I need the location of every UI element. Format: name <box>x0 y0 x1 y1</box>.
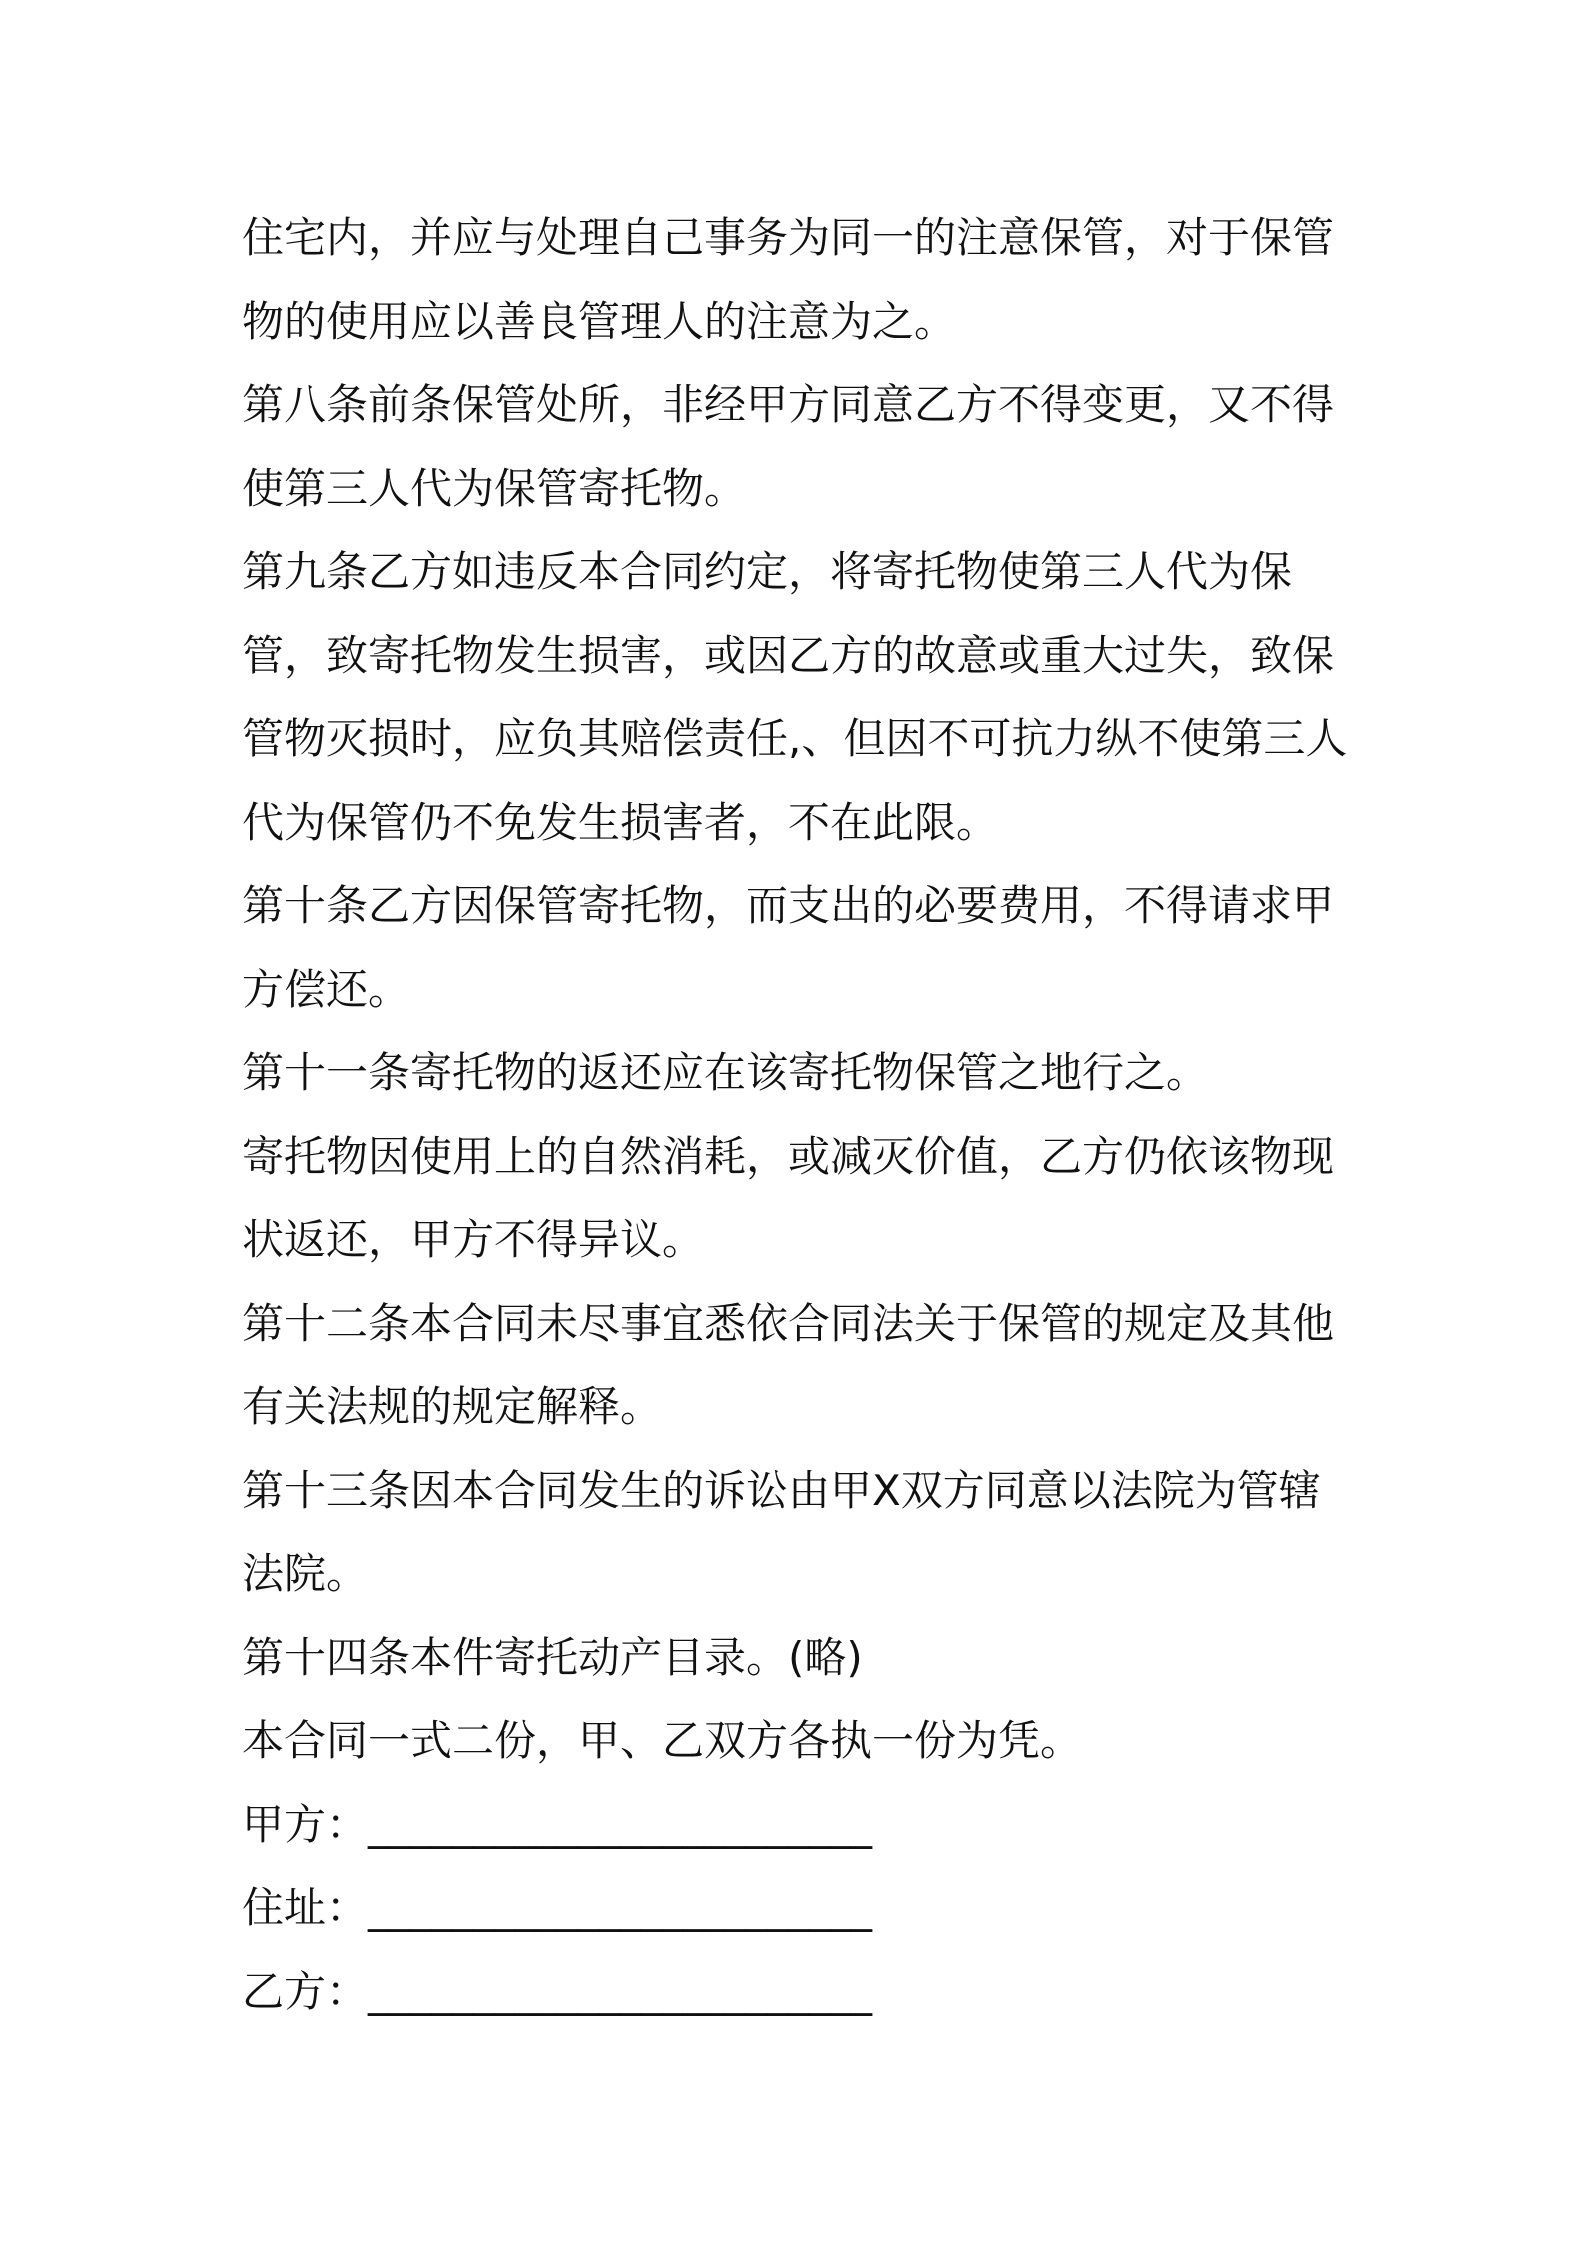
paragraph-natural-wear: 寄托物因使用上的自然消耗，或减灭价值，乙方仍依该物现状返还，甲方不得异议。 <box>242 1131 1335 1264</box>
paragraph-article-10: 第十条乙方因保管寄托物，而支出的必要费用，不得请求甲方偿还。 <box>242 881 1335 1014</box>
paragraph-article-14: 第十四条本件寄托动产目录。(略) <box>242 1632 863 1682</box>
signature-line-party-a: 甲方：________________________ <box>242 1799 873 1849</box>
signature-line-address: 住址：________________________ <box>242 1883 873 1932</box>
paragraph-article-9: 第九条乙方如违反本合同约定，将寄托物使第三人代为保管，致寄托物发生损害，或因乙方的故意或重大过失，致保管物灭损时，应负其赔偿责任,、但因不可抗力纵不使第三人代为保管仍不免发生损害者，不在此限。 <box>242 547 1348 847</box>
paragraph-storage-care: 住宅内，并应与处理自己事务为同一的注意保管，对于保管物的使用应以善良管理人的注意为之。 <box>242 213 1335 346</box>
paragraph-article-8: 第八条前条保管处所，非经甲方同意乙方不得变更，又不得使第三人代为保管寄托物。 <box>242 380 1335 513</box>
paragraph-article-11: 第十一条寄托物的返还应在该寄托物保管之地行之。 <box>242 1048 1209 1097</box>
paragraph-article-13: 第十三条因本合同发生的诉讼由甲X双方同意以法院为管辖法院。 <box>242 1465 1321 1598</box>
signature-line-party-b: 乙方：________________________ <box>242 1966 873 2016</box>
paragraph-copies: 本合同一式二份，甲、乙双方各执一份为凭。 <box>242 1716 1083 1765</box>
document-body <box>242 196 1362 2033</box>
paragraph-article-12: 第十二条本合同未尽事宜悉依合同法关于保管的规定及其他有关法规的规定解释。 <box>242 1298 1335 1431</box>
